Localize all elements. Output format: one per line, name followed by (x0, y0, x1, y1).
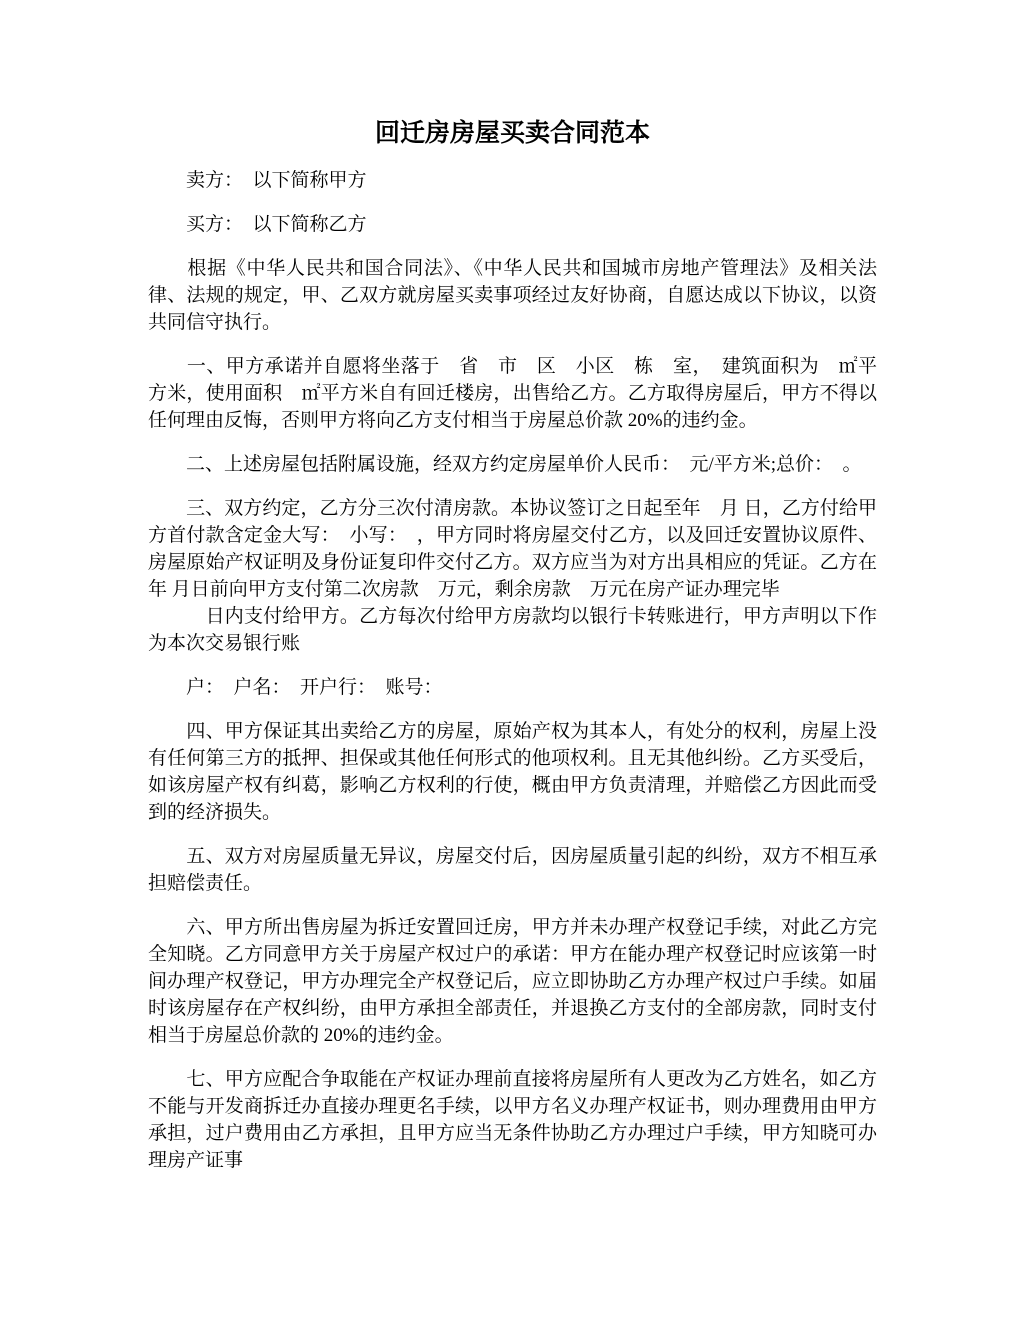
paragraph-clause-3 (148, 495, 897, 657)
document-body (148, 167, 897, 1174)
paragraph-clause-6 (148, 914, 877, 1049)
paragraph-clause-4-text-0: 四、甲方保证其出卖给乙方的房屋，原始产权为其本人，有处分的权利，房屋上没有任何第三方的抵押、担保或其他任何形式的他项权利。且无其他纠纷。乙方买受后，如该房屋产权有纠葛，影响乙方权利的行使，概由甲方负责清理，并赔偿乙方因此而受到的经济损失。 (148, 721, 877, 823)
paragraph-party-buyer-text-0: 买方： 以下简称乙方 (148, 214, 367, 235)
paragraph-preamble (148, 255, 877, 336)
paragraph-bank-account-fields-text-0: 户： 户名： 开户行： 账号： (148, 677, 443, 698)
document-title: 回迁房房屋买卖合同范本 (374, 120, 650, 147)
paragraph-clause-2-text-0: 二、上述房屋包括附属设施，经双方约定房屋单价人民币： 元/平方米;总价： 。 (148, 454, 862, 475)
paragraph-clause-7-text-0: 七、甲方应配合争取能在产权证办理前直接将房屋所有人更改为乙方姓名，如乙方不能与开发商拆迁办直接办理更名手续，以甲方名义办理产权证书，则办理费用由甲方承担，过户费用由乙方承担，且甲方应当无条件协助乙方办理过户手续，甲方知晓可办理房产证事 (148, 1069, 877, 1171)
paragraph-clause-4 (148, 718, 877, 826)
paragraph-clause-6-text-0: 六、甲方所出售房屋为拆迁安置回迁房，甲方并未办理产权登记手续，对此乙方完全知晓。乙方同意甲方关于房屋产权过户的承诺：甲方在能办理产权登记时应该第一时间办理产权登记，甲方办理完全产权登记后，应立即协助乙方办理产权过户手续。如届时该房屋存在产权纠纷，由甲方承担全部责任，并退换乙方支付的全部房款，同时支付相当于房屋总价款的 20%的违约金。 (148, 917, 877, 1046)
paragraph-clause-3-text-1: 日内支付给甲方。乙方每次付给甲方房款均以银行卡转账进行，甲方声明以下作为本次交易银行账 (148, 606, 877, 654)
paragraph-clause-5-text-0: 五、双方对房屋质量无异议，房屋交付后，因房屋质量引起的纠纷，双方不相互承担赔偿责任。 (148, 846, 877, 894)
paragraph-preamble-text-0: 根据《中华人民共和国合同法》、《中华人民共和国城市房地产管理法》及相关法律、法规的规定，甲、乙双方就房屋买卖事项经过友好协商，自愿达成以下协议，以资共同信守执行。 (148, 258, 877, 333)
paragraph-party-buyer (148, 211, 877, 238)
paragraph-party-seller-text-0: 卖方： 以下简称甲方 (148, 170, 367, 191)
paragraph-clause-2 (148, 451, 877, 478)
paragraph-party-seller (148, 167, 877, 194)
paragraph-clause-1 (148, 353, 877, 434)
paragraph-clause-5 (148, 843, 877, 897)
paragraph-clause-7 (148, 1066, 877, 1174)
paragraph-clause-1-text-0: 一、甲方承诺并自愿将坐落于 省 市 区 小区 栋 室， 建筑面积为 ㎡平方米，使用面积 ㎡平方米自有回迁楼房，出售给乙方。乙方取得房屋后，甲方不得以任何理由反悔，否则甲方将向乙方支付相当于房屋总价款 20%的违约金。 (148, 356, 877, 431)
paragraph-bank-account-fields (148, 674, 877, 701)
paragraph-clause-3-text-0: 三、双方约定，乙方分三次付清房款。本协议签订之日起至年 月 日，乙方付给甲方首付款含定金大写： 小写： ，甲方同时将房屋交付乙方，以及回迁安置协议原件、房屋原始产权证明及身份证复印件交付乙方。双方应当为对方出具相应的凭证。乙方在 年 月日前向甲方支付第二次房款 万元，剩余房款 万元在房产证办理完毕 (148, 498, 897, 600)
